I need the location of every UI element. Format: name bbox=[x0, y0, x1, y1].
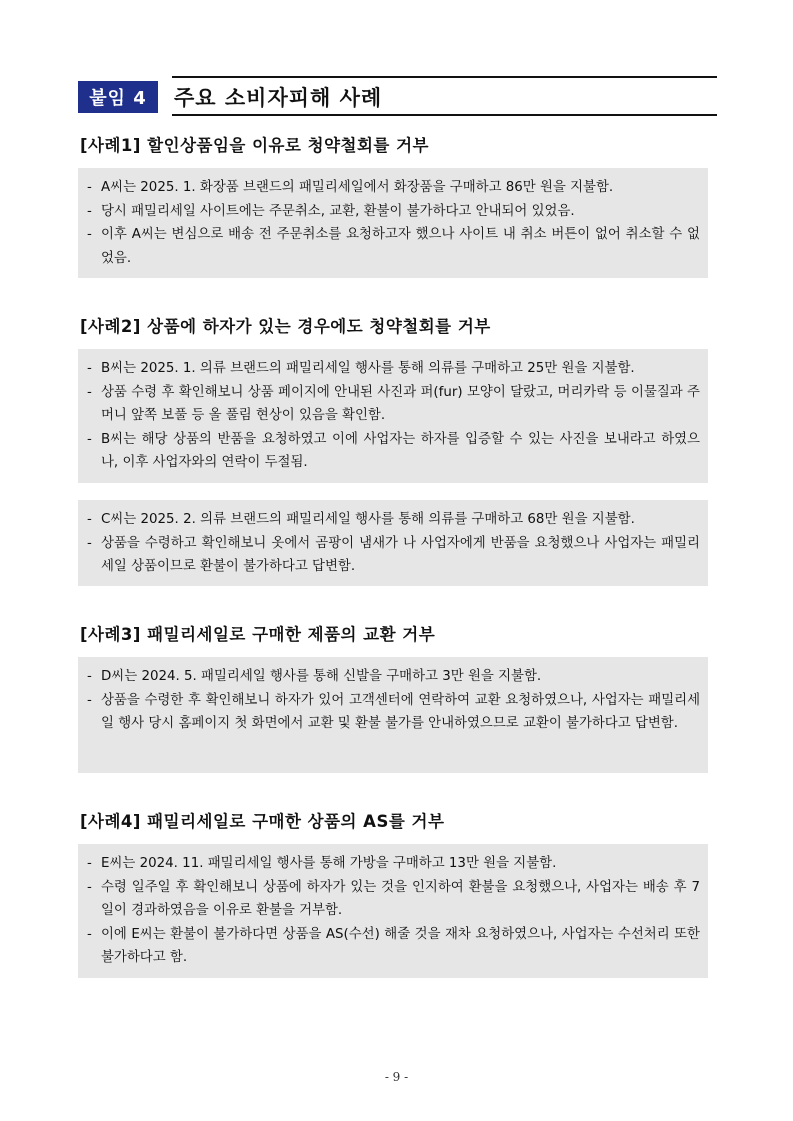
case3-item-1: - D씨는 2024. 5. 패밀리세일 행사를 통해 신발을 구매하고 3만 원을 지불함. bbox=[87, 669, 542, 684]
case1-item-3: - 이후 A씨는 변심으로 배송 전 주문취소를 요청하고자 했으나 사이트 내 취소 버튼이 없어 취소할 수 없었음. bbox=[87, 227, 700, 266]
case2-item-4: - C씨는 2025. 2. 의류 브랜드의 패밀리세일 행사를 통해 의류를 구매하고 68만 원을 지불함. bbox=[87, 512, 635, 527]
case4-title: [사례4] 패밀리세일로 구매한 상품의 AS를 거부 bbox=[80, 812, 445, 831]
section-header bbox=[78, 76, 717, 116]
case1-box bbox=[78, 168, 708, 278]
case2-box-1 bbox=[78, 349, 708, 483]
page-title: 주요 소비자피해 사례 bbox=[174, 86, 383, 110]
case4-item-3: - 이에 E씨는 환불이 불가하다면 상품을 AS(수선) 해줄 것을 재차 요청하였으나, 사업자는 수선처리 또한 불가하다고 함. bbox=[87, 926, 700, 965]
case1-title: [사례1] 할인상품임을 이유로 청약철회를 거부 bbox=[80, 136, 429, 155]
case2-item-2: - 상품 수령 후 확인해보니 상품 페이지에 안내된 사진과 퍼(fur) 모양이 달랐고, 머리카락 등 이물질과 주머니 앞쪽 보풀 등 올 풀림 현상이 있음을 확인함. bbox=[87, 384, 700, 423]
case4-item-1: - E씨는 2024. 11. 패밀리세일 행사를 통해 가방을 구매하고 13만 원을 지불함. bbox=[87, 856, 557, 871]
header-top-rule bbox=[172, 76, 717, 78]
case4-box bbox=[78, 844, 708, 978]
attachment-badge: 붙임 4 bbox=[78, 81, 158, 113]
case1-item-1: - A씨는 2025. 1. 화장품 브랜드의 패밀리세일에서 화장품을 구매하고 86만 원을 지불함. bbox=[87, 180, 614, 195]
case2-item-1: - B씨는 2025. 1. 의류 브랜드의 패밀리세일 행사를 통해 의류를 구매하고 25만 원을 지불함. bbox=[87, 361, 635, 376]
case2-item-3: - B씨는 해당 상품의 반품을 요청하였고 이에 사업자는 하자를 입증할 수 있는 사진을 보내라고 하였으나, 이후 사업자와의 연락이 두절됨. bbox=[87, 431, 700, 470]
case4-item-2: - 수령 일주일 후 확인해보니 상품에 하자가 있는 것을 인지하여 환불을 요청했으나, 사업자는 배송 후 7일이 경과하였음을 이유로 환불을 거부함. bbox=[87, 879, 700, 918]
case3-box bbox=[78, 657, 708, 773]
case3-title: [사례3] 패밀리세일로 구매한 제품의 교환 거부 bbox=[80, 625, 436, 644]
case2-title: [사례2] 상품에 하자가 있는 경우에도 청약철회를 거부 bbox=[80, 317, 491, 336]
header-bottom-rule bbox=[172, 114, 717, 116]
case1-item-2: - 당시 패밀리세일 사이트에는 주문취소, 교환, 환불이 불가하다고 안내되어 있었음. bbox=[87, 203, 575, 219]
case2-item-5: - 상품을 수령하고 확인해보니 옷에서 곰팡이 냄새가 나 사업자에게 반품을 요청했으나 사업자는 패밀리세일 상품이므로 환불이 불가하다고 답변함. bbox=[87, 535, 700, 574]
case2-box-2 bbox=[78, 500, 708, 586]
page-number: - 9 - bbox=[384, 1070, 409, 1084]
case3-item-2: - 상품을 수령한 후 확인해보니 하자가 있어 고객센터에 연락하여 교환 요청하였으나, 사업자는 패밀리세일 행사 당시 홈페이지 첫 화면에서 교환 및 환불 불가를 안내하였으므로 교환이 불가하다고 답변함. bbox=[87, 692, 700, 731]
